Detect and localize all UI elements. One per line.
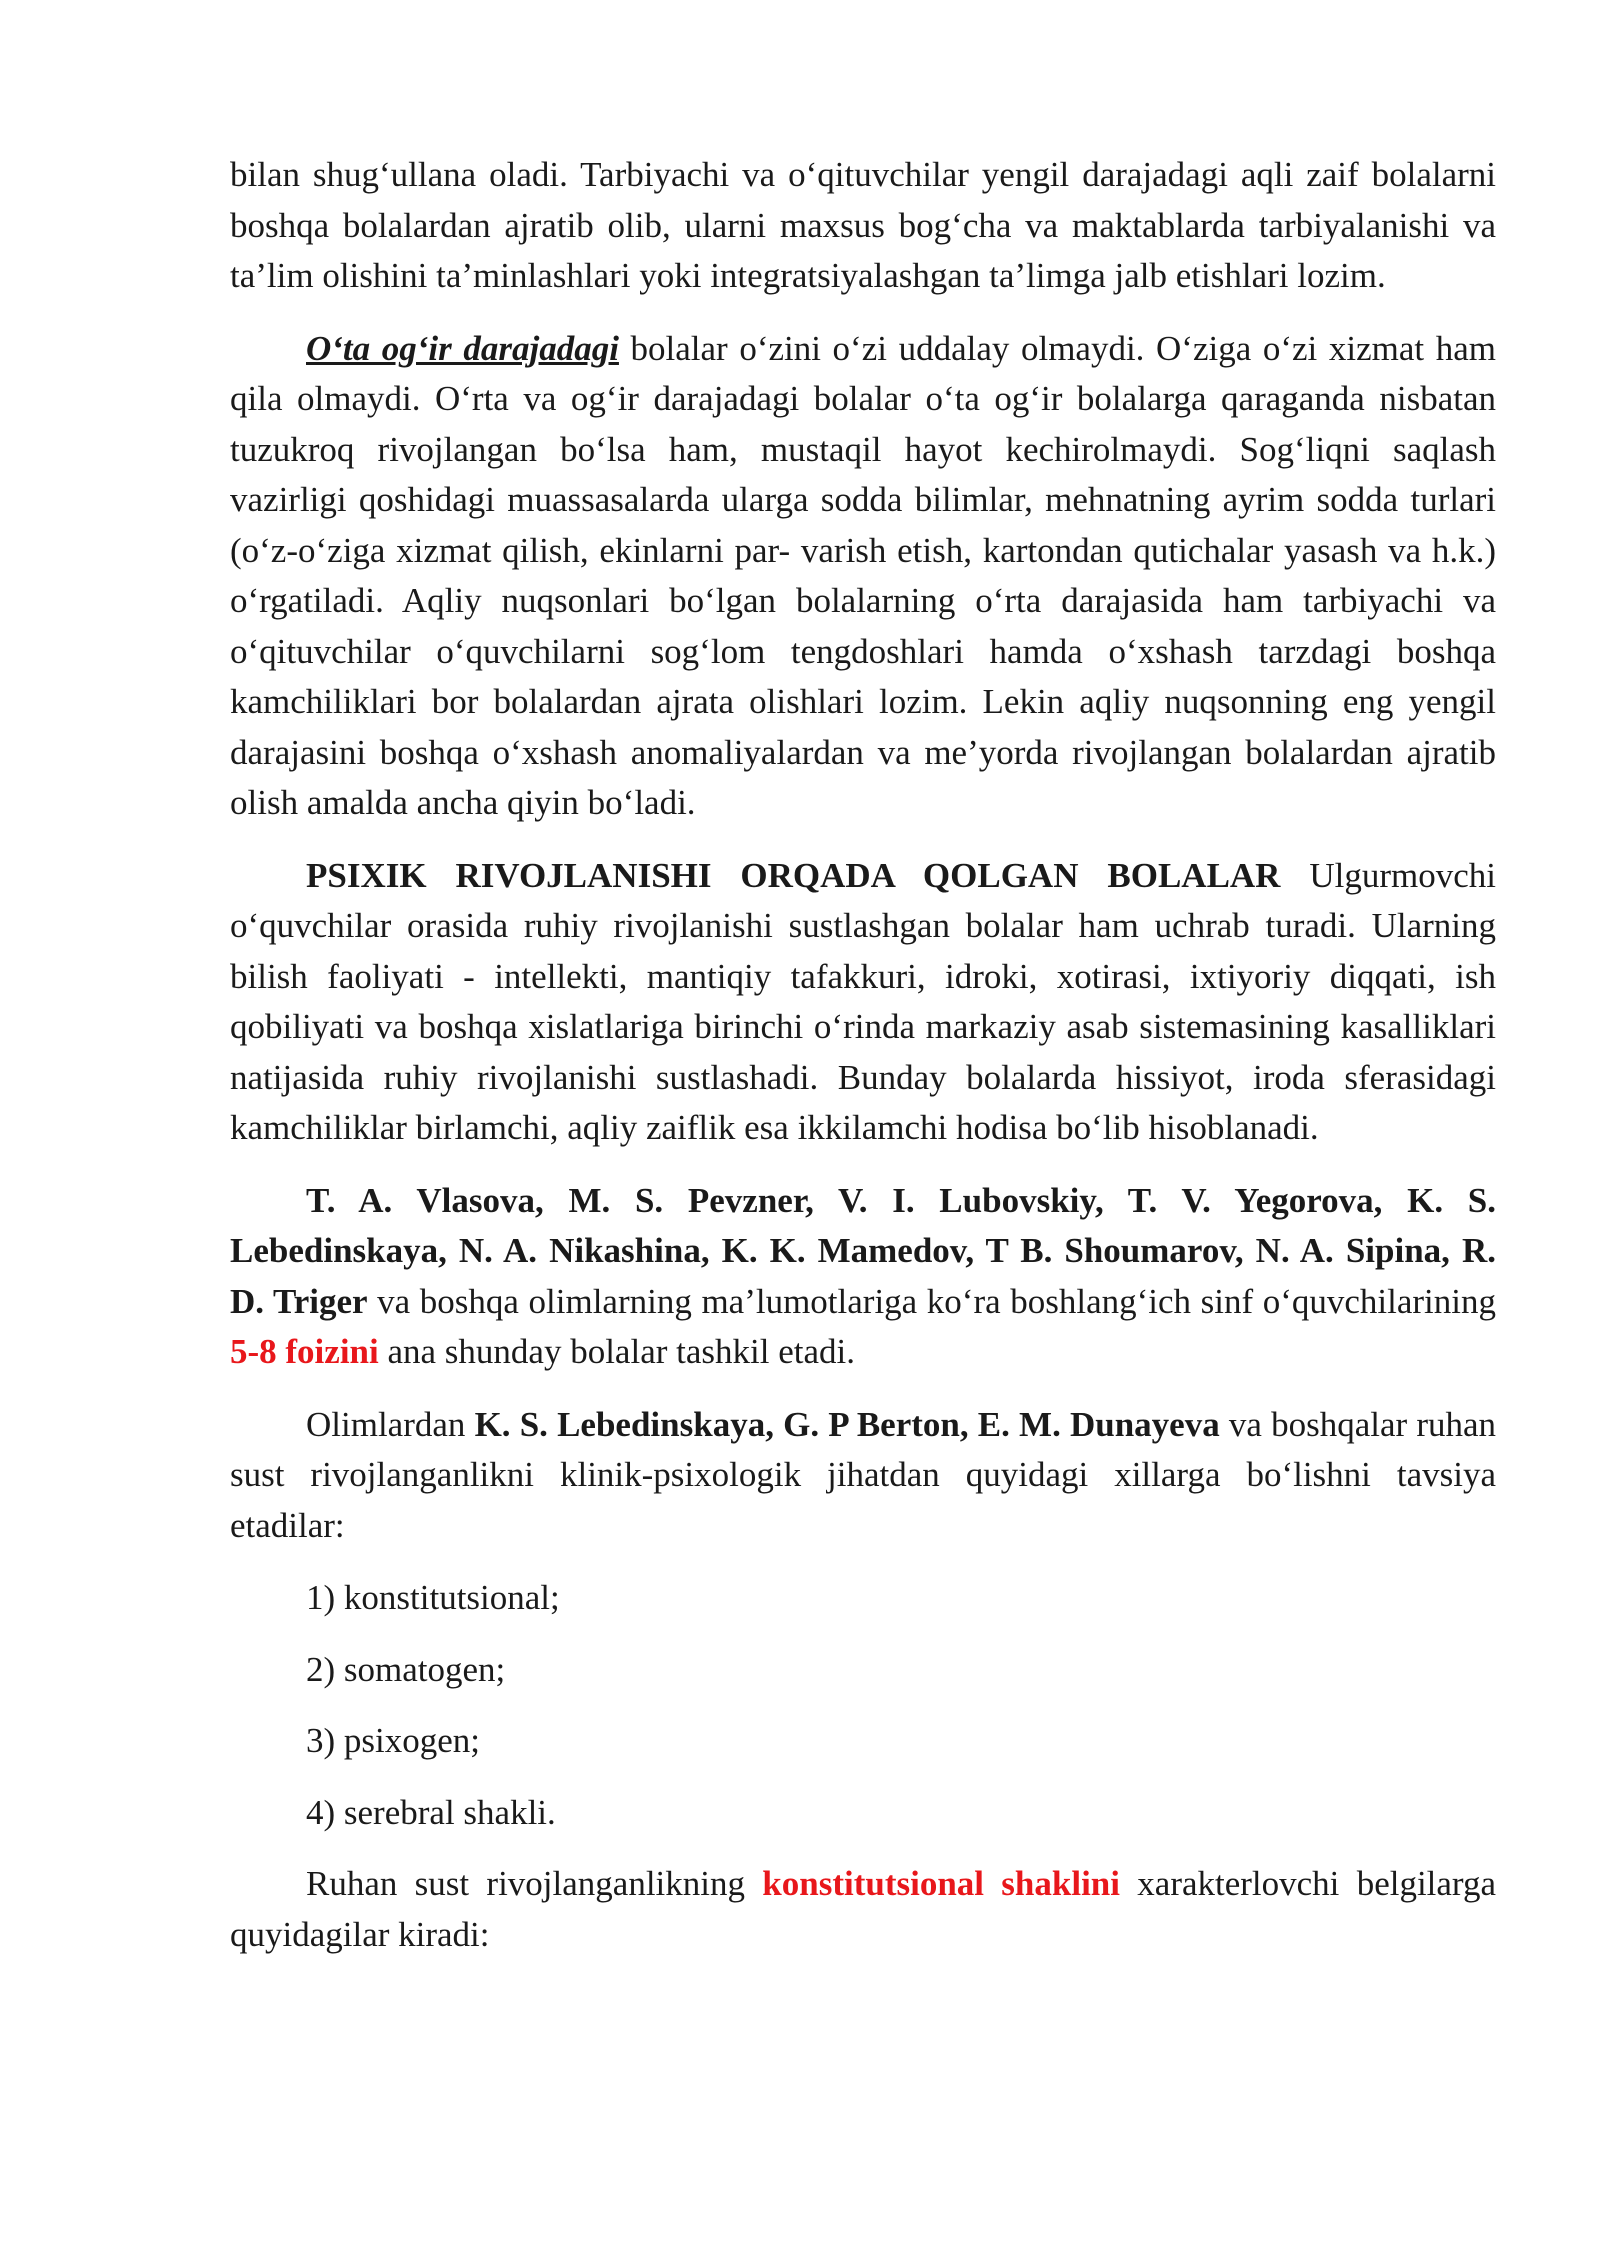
paragraph-mental-delay: [230, 851, 1496, 1154]
document-page: [230, 150, 1496, 1982]
authors-list: K. S. Lebedinskaya, G. P Berton, E. M. Dunayeva: [474, 1404, 1220, 1444]
paragraph-text: Ulgurmovchi o‘quvchilar orasida ruhiy rivojlanishi sustlashgan bolalar ham uchrab turadi. Ularning bilish faoliyati - intellekti, mantiqiy tafakkuri, idroki, xotirasi, ixtiyoriy diqqati, ish qobiliyati va boshqa xislatlariga birinchi o‘rinda markaziy asab sistemasining kasalliklari natijasida ruhiy rivojlanishi sustlashadi. Bunday bolalarda hissiyot, iroda sferasidagi kamchiliklar birlamchi, aqliy zaiflik esa ikkilamchi hodisa bo‘lib hisoblanadi.: [230, 855, 1497, 1147]
paragraph-severe-degree: [230, 324, 1496, 829]
paragraph-text: Ruhan sust rivojlanganlikning: [306, 1864, 763, 1903]
authors-list: T. A. Vlasova, M. S. Pevzner, V. I. Lubovskiy, T. V. Yegorova, K. S. Lebedinskaya, N. A. Nikashina, K. K. Mamedov, T B. Shoumarov, N. A. Sipina, R. D. Triger: [230, 1180, 1496, 1321]
paragraph-text: bilan shug‘ullana oladi. Tarbiyachi va o‘qituvchilar yengil darajadagi aqli zaif bolalarni boshqa bolalardan ajratib olib, ularni maxsus bog‘cha va maktablarda tarbiyalanishi va ta’lim olishini ta’minlashlari yoki integratsiyalashgan ta’limga jalb etishlari lozim.: [230, 155, 1496, 295]
percentage-highlight: 5-8 foizini: [230, 1332, 379, 1371]
paragraph-text: xarakterlovchi belgilarga quyidagilar kiradi:: [230, 1864, 1496, 1954]
paragraph-text: ana shunday bolalar tashkil etadi.: [378, 1332, 855, 1371]
term-highlight: konstitutsional shaklini: [762, 1864, 1120, 1903]
list-item: 4) serebral shakli.: [306, 1792, 556, 1832]
paragraph-classification: [230, 1400, 1496, 1552]
section-heading: PSIXIK RIVOJLANISHI ORQADA QOLGAN BOLALAR: [306, 855, 1281, 895]
list-item: 3) psixogen;: [306, 1721, 481, 1760]
paragraph-scholars: [230, 1176, 1496, 1378]
paragraph-text: va boshqa olimlarning ma’lumotlariga ko‘ra boshlang‘ich sinf o‘quvchilarining: [367, 1281, 1496, 1321]
term-severe-degree: O‘ta og‘ir darajadagi: [306, 328, 619, 368]
paragraph-text: bolalar o‘zini o‘zi uddalay olmaydi. O‘ziga o‘zi xizmat ham qila olmaydi. O‘rta va og‘ir darajadagi bolalar o‘ta og‘ir bolalarga qaraganda nisbatan tuzukroq rivojlangan bo‘lsa ham, mustaqil hayot kechirolmaydi. Sog‘liqni saqlash vazirligi qoshidagi muassasalarda ularga sodda bilimlar, mehnatning ayrim sodda turlari (o‘z-o‘ziga xizmat qilish, ekinlarni par- varish etish, kartondan qutichalar yasash va h.k.) o‘rgatiladi. Aqliy nuqsonlari bo‘lgan bolalarning o‘rta darajasida ham tarbiyachi va o‘qituvchilar o‘quvchilarni sog‘lom tengdoshlari hamda o‘xshash tarzdagi boshqa kamchiliklari bor bolalardan ajrata olishlari lozim. Lekin aqliy nuqsonning eng yengil darajasini boshqa o‘xshash anomaliyalardan va me’yorda rivojlangan bolalardan ajratib olish amalda ancha qiyin bo‘ladi.: [230, 328, 1496, 822]
paragraph-text: va boshqalar ruhan sust rivojlanganlikni klinik-psixologik jihatdan quyidagi xillarga bo‘lishni tavsiya etadilar:: [230, 1404, 1497, 1545]
paragraph-constitutional: [230, 1859, 1496, 1960]
paragraph-continuation: [230, 150, 1496, 302]
paragraph-text: Olimlardan: [306, 1404, 475, 1444]
list-item: 2) somatogen;: [306, 1649, 506, 1689]
list-item: 1) konstitutsional;: [306, 1578, 560, 1617]
